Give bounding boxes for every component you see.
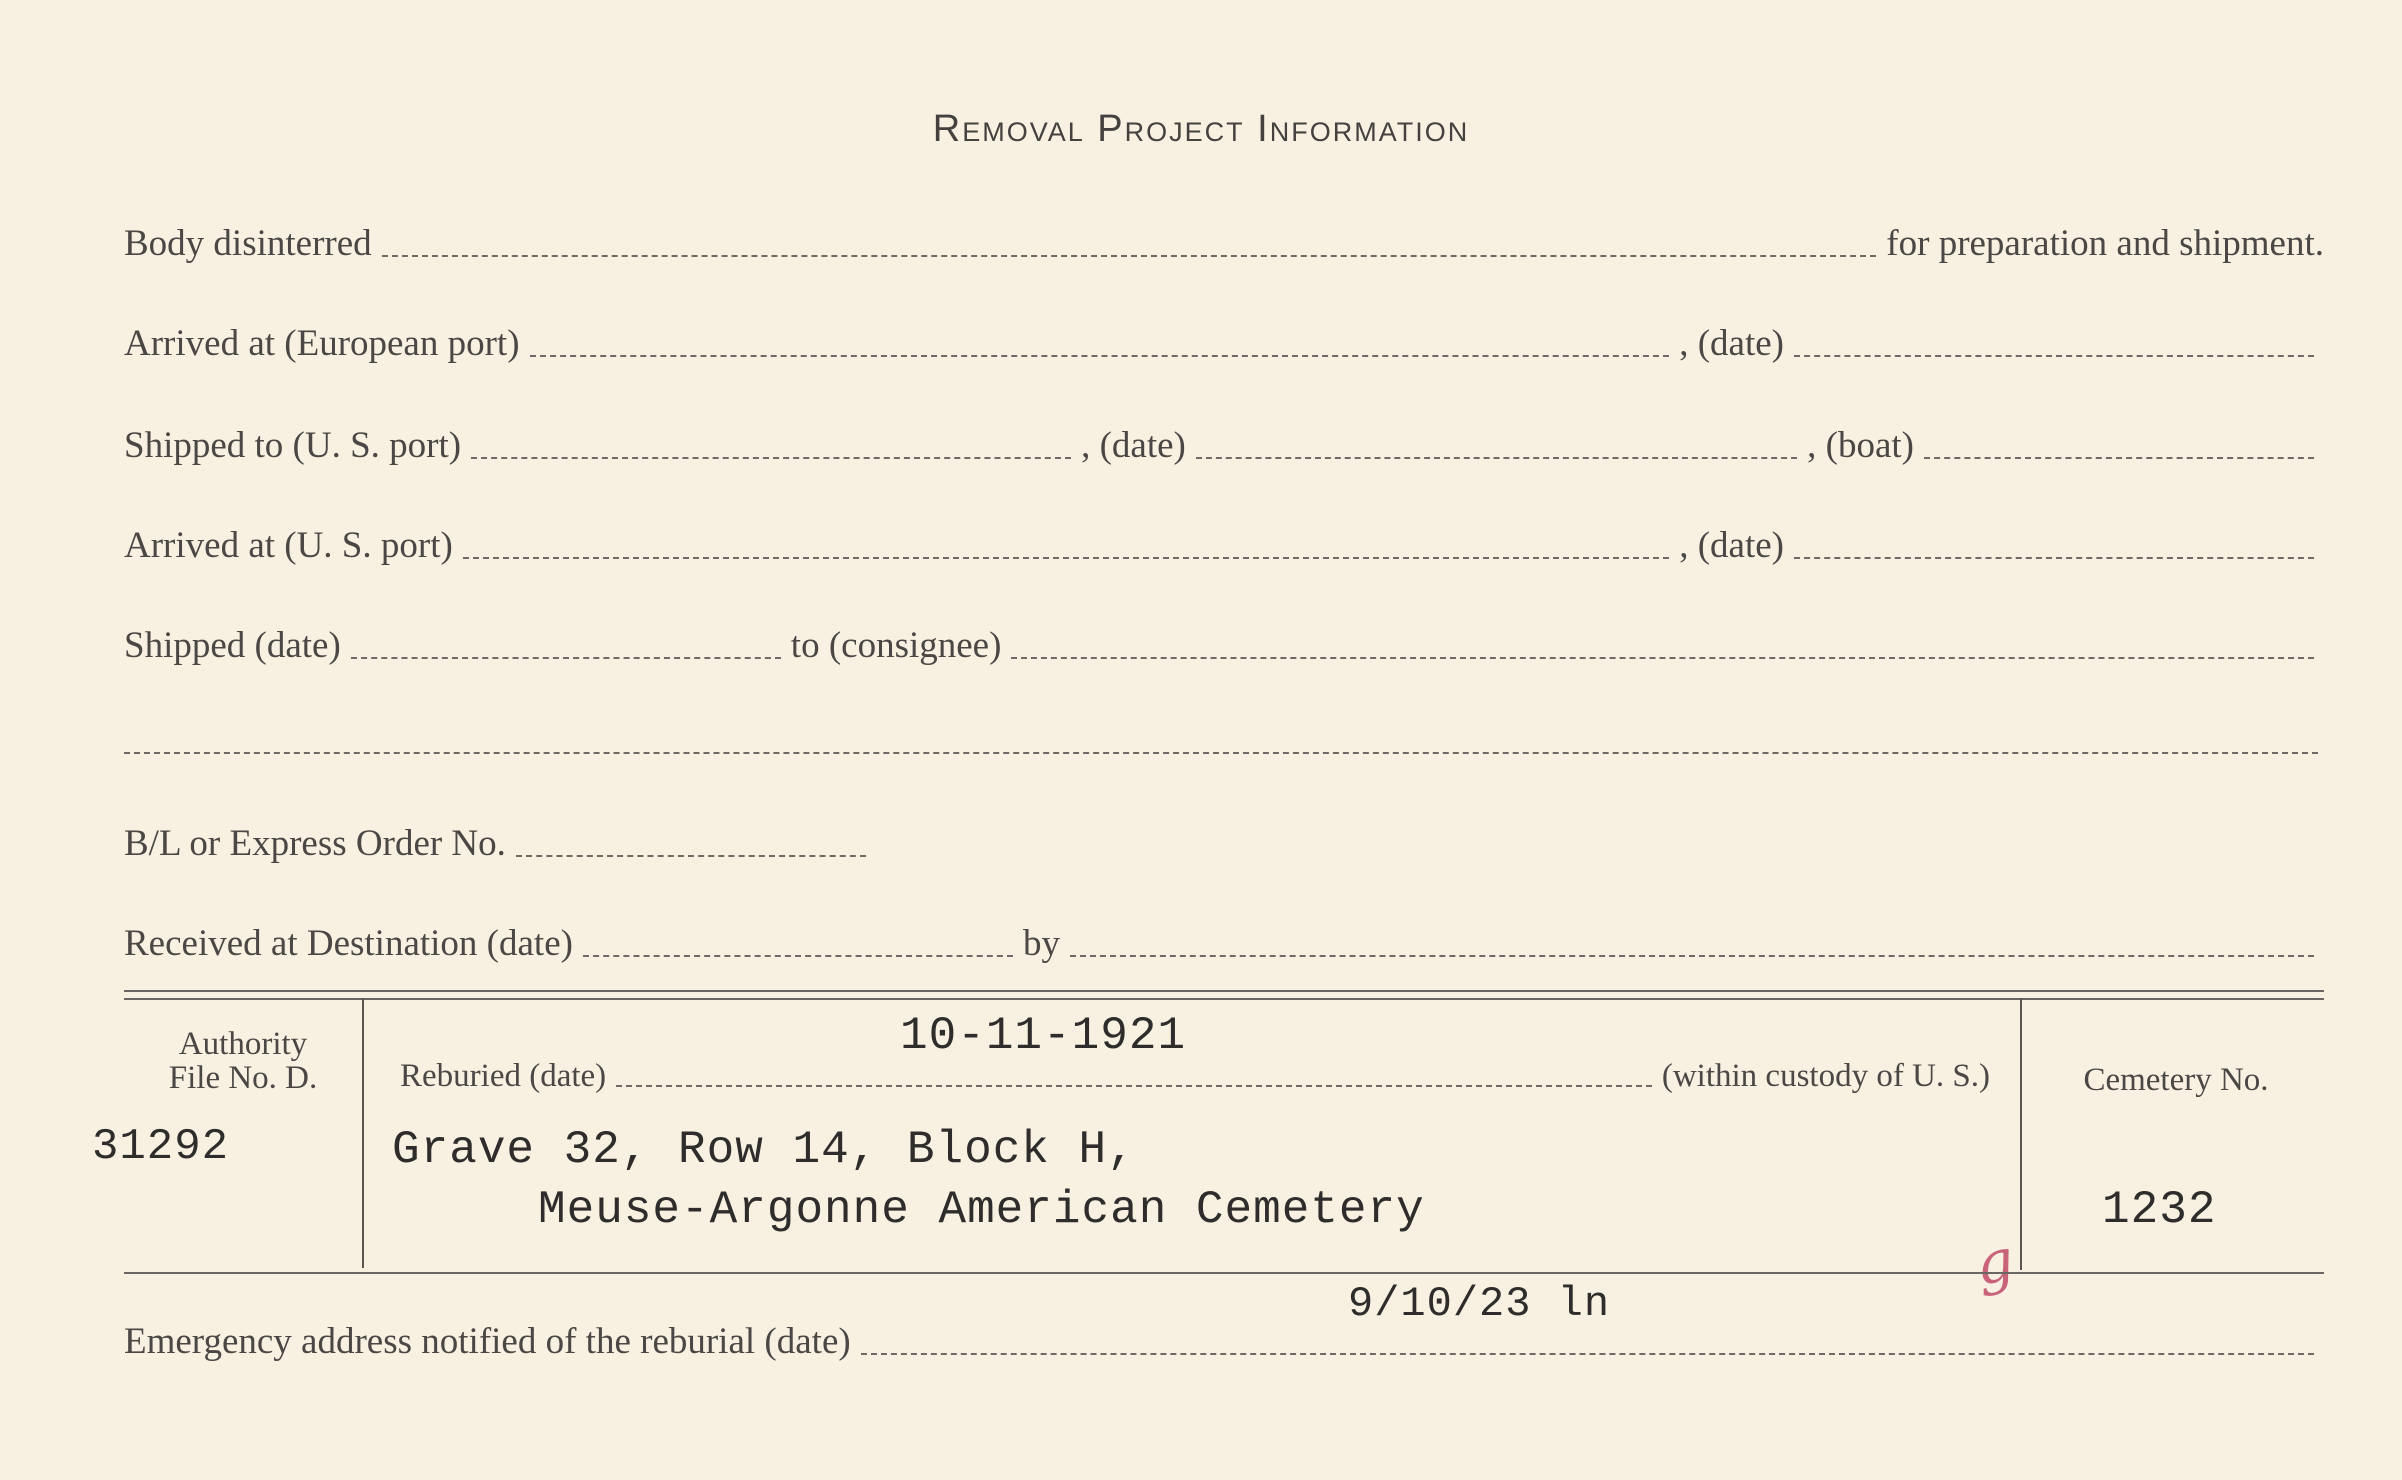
- label-shipped-date: Shipped (date): [124, 625, 341, 666]
- label-file-no: File No. D.: [168, 1060, 318, 1096]
- file-no-value: 31292: [92, 1122, 230, 1172]
- label-arrived-european: Arrived at (European port): [124, 323, 520, 364]
- blank-consignee: [1011, 657, 2314, 659]
- blank-boat: [1924, 457, 2314, 459]
- blank-us-arrival-port: [463, 557, 1669, 559]
- reburied-date-value: 10-11-1921: [900, 1010, 1187, 1062]
- blank-bl-order: [516, 855, 866, 857]
- emergency-date-value: 9/10/23 ln: [1348, 1280, 1611, 1328]
- blank-european-port: [530, 355, 1670, 357]
- row-bl-order: [124, 822, 876, 865]
- label-reburied: Reburied (date): [400, 1058, 607, 1094]
- row-consignee-continued: [124, 712, 2318, 762]
- grave-location-line-1: Grave 32, Row 14, Block H,: [392, 1124, 1136, 1176]
- divider-top-2: [124, 998, 2324, 1000]
- blank-reburied-date: [616, 1085, 1652, 1087]
- label-authority: Authority: [178, 1026, 308, 1062]
- column-divider-right: [2020, 998, 2022, 1270]
- row-received-destination: [124, 922, 2324, 965]
- blank-received-date: [583, 955, 1013, 957]
- label-shipped-to: Shipped to (U. S. port): [124, 425, 462, 466]
- grave-location-line-2: Meuse-Argonne American Cemetery: [538, 1184, 1425, 1236]
- blank-us-port: [471, 457, 1071, 459]
- label-received-destination: Received at Destination (date): [124, 923, 573, 964]
- divider-bottom: [124, 1272, 2324, 1274]
- row-shipped-to: [124, 424, 2324, 467]
- card-title: Removal Project Information: [932, 108, 1470, 150]
- blank-emergency-date: [861, 1353, 2314, 1355]
- label-date-c: , (date): [1679, 525, 1784, 566]
- blank-date-a: [1794, 355, 2314, 357]
- blank-shipped-date: [351, 657, 781, 659]
- label-custody: (within custody of U. S.): [1661, 1058, 1990, 1094]
- cemetery-no-value: 1232: [2102, 1184, 2217, 1236]
- label-cemetery-no: Cemetery No.: [2083, 1062, 2269, 1098]
- label-emergency: Emergency address notified of the reburial (date): [124, 1321, 851, 1362]
- label-bl-order: B/L or Express Order No.: [124, 823, 506, 864]
- label-boat: , (boat): [1807, 425, 1914, 466]
- blank-consignee-line-2: [124, 752, 2318, 754]
- blank-date-c: [1794, 557, 2314, 559]
- column-divider-left: [362, 998, 364, 1268]
- blank-body-disinterred: [382, 255, 1877, 257]
- label-for-preparation: for preparation and shipment.: [1886, 223, 2324, 264]
- row-reburied: [400, 1058, 1990, 1095]
- label-arrived-us: Arrived at (U. S. port): [124, 525, 453, 566]
- divider-top-1: [124, 990, 2324, 992]
- row-arrived-us: [124, 524, 2324, 567]
- label-to-consignee: to (consignee): [790, 625, 1002, 666]
- blank-date-b: [1196, 457, 1797, 459]
- row-shipped-date: [124, 624, 2324, 667]
- label-date-a: , (date): [1679, 323, 1784, 364]
- row-arrived-european: [124, 322, 2324, 365]
- label-body-disinterred: Body disinterred: [124, 223, 372, 264]
- row-body-disinterred: [124, 222, 2324, 265]
- blank-received-by: [1070, 955, 2314, 957]
- label-date-b: , (date): [1081, 425, 1186, 466]
- label-by: by: [1022, 923, 1060, 964]
- pen-mark: g: [1970, 1225, 2019, 1299]
- row-emergency: [124, 1320, 2324, 1363]
